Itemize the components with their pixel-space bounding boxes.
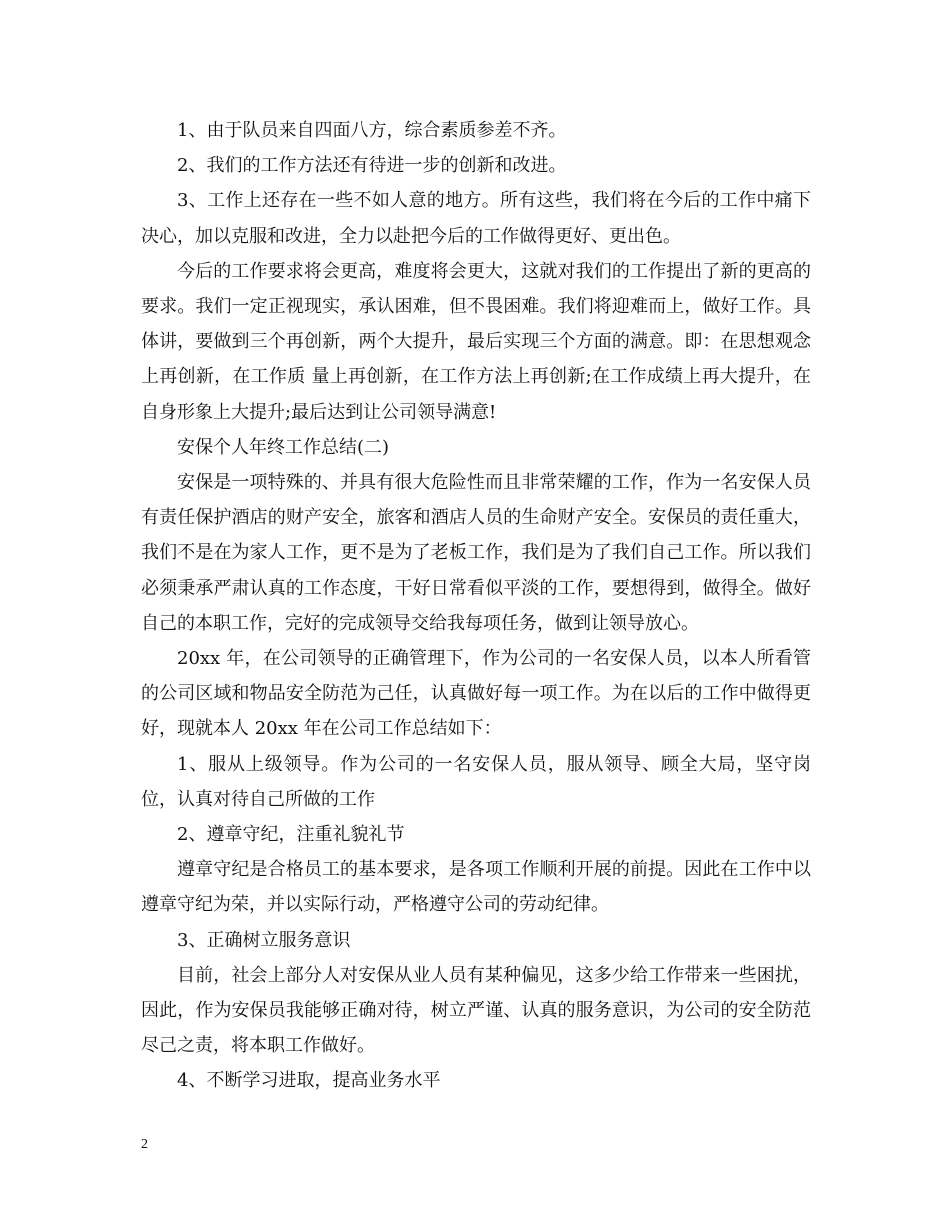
paragraph: 今后的工作要求将会更高，难度将会更大，这就对我们的工作提出了新的更高的要求。我们一定正视现实，承认困难，但不畏困难。我们将迎难而上，做好工作。具体讲，要做到三个再创新，两个大提升，最后实现三个方面的满意。即：在思想观念上再创新，在工作质 量上再创新，在工作方法上再创新;在工作成绩上再大提升，在自身形象上大提升;最后达到让公司领导满意! [141, 260, 811, 423]
document-page [141, 113, 811, 1099]
paragraph: 4、不断学习进取，提高业务水平 [177, 1070, 441, 1092]
paragraph: 目前，社会上部分人对安保从业人员有某种偏见，这多少给工作带来一些困扰，因此，作为安保员我能够正确对待，树立严谨、认真的服务意识，为公司的安全防范尽己之责，将本职工作做好。 [141, 964, 811, 1057]
section-heading: 安保个人年终工作总结(二) [177, 436, 390, 458]
paragraph: 3、正确树立服务意识 [177, 929, 351, 951]
page-number: 2 [141, 1137, 148, 1152]
paragraph: 遵章守纪是合格员工的基本要求，是各项工作顺利开展的前提。因此在工作中以遵章守纪为荣，并以实际行动，严格遵守公司的劳动纪律。 [141, 859, 811, 916]
paragraph: 20xx 年，在公司领导的正确管理下，作为公司的一名安保人员，以本人所看管的公司区域和物品安全防范为己任，认真做好每一项工作。为在以后的工作中做得更好，现就本人 20xx 年在公司工作总结如下： [141, 648, 811, 740]
paragraph: 3、工作上还存在一些不如人意的地方。所有这些，我们将在今后的工作中痛下决心，加以克服和改进，全力以赴把今后的工作做得更好、更出色。 [141, 190, 811, 247]
paragraph: 2、我们的工作方法还有待进一步的创新和改进。 [177, 155, 567, 177]
paragraph: 1、由于队员来自四面八方，综合素质参差不齐。 [177, 120, 567, 141]
paragraph: 2、遵章守纪，注重礼貌礼节 [177, 824, 405, 846]
paragraph: 安保是一项特殊的、并具有很大危险性而且非常荣耀的工作，作为一名安保人员有责任保护酒店的财产安全，旅客和酒店人员的生命财产安全。安保员的责任重大，我们不是在为家人工作，更不是为了老板工作，我们是为了我们自己工作。所以我们必须秉承严肃认真的工作态度，干好日常看似平淡的工作，要想得到，做得全。做好自己的本职工作，完好的完成领导交给我每项任务，做到让领导放心。 [141, 472, 811, 634]
paragraph: 1、服从上级领导。作为公司的一名安保人员，服从领导、顾全大局，坚守岗位，认真对待自己所做的工作 [141, 753, 811, 810]
